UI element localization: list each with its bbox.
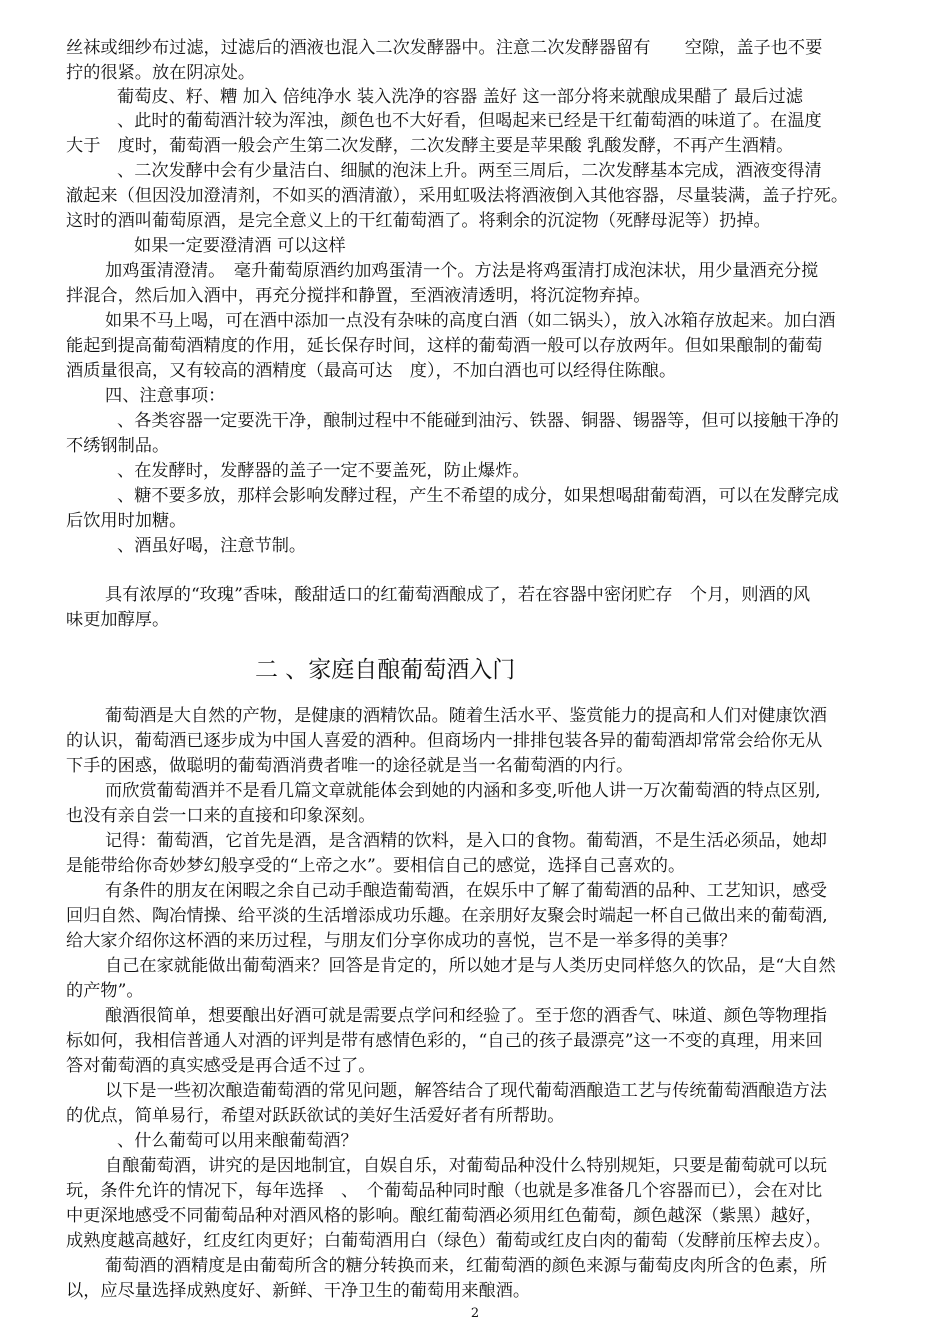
text-line: 以，应尽量选择成熟度好、新鲜、干净卫生的葡萄用来酿酒。 <box>66 1281 531 1301</box>
page-number: 2 <box>470 1306 480 1321</box>
text-line: 自己在家就能做出葡萄酒来？回答是肯定的，所以她才是与人类历史同样悠久的饮品，是“大自然 <box>105 956 836 976</box>
text-line: 、二次发酵中会有少量洁白、细腻的泡沫上升。两至三周后，二次发酵基本完成，酒液变得清 <box>117 161 822 181</box>
text-line: 而欣赏葡萄酒并不是看几篇文章就能体会到她的内涵和多变,听他人讲一万次葡萄酒的特点区别, <box>105 781 821 801</box>
text-line: 回归自然、陶冶情操、给平淡的生活增添成功乐趣。在亲朋好友聚会时端起一杯自己做出来的葡萄酒, <box>66 906 828 926</box>
text-line: 是能带给你奇妙梦幻般享受的“上帝之水”。要相信自己的感觉，选择自己喜欢的。 <box>66 856 686 876</box>
text-line: 加鸡蛋清澄清。 毫升葡萄原酒约加鸡蛋清一个。方法是将鸡蛋清打成泡沫状，用少量酒充分搅 <box>105 261 819 281</box>
text-line: 具有浓厚的“玫瑰”香味，酸甜适口的红葡萄酒酿成了，若在容器中密闭贮存 个月，则酒的风 <box>105 585 811 605</box>
text-line: 的认识，葡萄酒已逐步成为中国人喜爱的酒种。但商场内一排排包装各异的葡萄酒却常常会给你无从 <box>66 731 823 751</box>
text-line: 大于 度时，葡萄酒一般会产生第二次发酵，二次发酵主要是苹果酸 乳酸发酵，不再产生酒精。 <box>66 136 794 156</box>
text-line: 拧的很紧。放在阴凉处。 <box>66 63 256 83</box>
text-line: 记得：葡萄酒，它首先是酒，是含酒精的饮料，是入口的食物。葡萄酒，不是生活必须品，她却 <box>105 831 827 851</box>
text-line: 、此时的葡萄酒汁较为浑浊，颜色也不大好看，但喝起来已经是干红葡萄酒的味道了。在温度 <box>117 111 822 131</box>
text-line: 有条件的朋友在闲暇之余自己动手酿造葡萄酒，在娱乐中了解了葡萄酒的品种、工艺知识，感受 <box>105 881 827 901</box>
text-line: 也没有亲自尝一口来的直接和印象深刻。 <box>66 806 376 826</box>
text-line: 葡萄酒是大自然的产物，是健康的酒精饮品。随着生活水平、鉴赏能力的提高和人们对健康饮酒 <box>105 706 827 726</box>
text-line: 葡萄皮、籽、糟 加入 倍纯净水 装入洗净的容器 盖好 这一部分将来就酿成果醋了 最后过滤 <box>117 87 803 107</box>
section-heading: 二 、家庭自酿葡萄酒入门 <box>255 657 516 683</box>
text-line: 、在发酵时，发酵器的盖子一定不要盖死，防止爆炸。 <box>117 461 530 481</box>
text-line: 不绣钢制品。 <box>66 436 170 456</box>
text-line: 味更加醇厚。 <box>66 610 170 630</box>
text-line: 如果不马上喝，可在酒中添加一点没有杂味的高度白酒（如二锅头），放入冰箱存放起来。加白酒 <box>105 311 836 331</box>
text-line: 以下是一些初次酿造葡萄酒的常见问题，解答结合了现代葡萄酒酿造工艺与传统葡萄酒酿造方法 <box>105 1081 827 1101</box>
text-line: 、糖不要多放，那样会影响发酵过程，产生不希望的成分，如果想喝甜葡萄酒，可以在发酵完成 <box>117 486 839 506</box>
text-line: 四、注意事项： <box>105 386 226 406</box>
text-line: 能起到提高葡萄酒精度的作用，延长保存时间，这样的葡萄酒一般可以存放两年。但如果酿制的葡萄 <box>66 336 823 356</box>
text-line: 给大家介绍你这杯酒的来历过程，与朋友们分享你成功的喜悦，岂不是一举多得的美事？ <box>66 931 737 951</box>
text-line: 答对葡萄酒的真实感受是再合适不过了。 <box>66 1056 376 1076</box>
text-line: 自酿葡萄酒，讲究的是因地制宜，自娱自乐，对葡萄品种没什么特别规矩，只要是葡萄就可以玩 <box>105 1156 827 1176</box>
text-line: 的产物”。 <box>66 981 144 1001</box>
text-line: 标如何，我相信普通人对酒的评判是带有感情色彩的，“自己的孩子最漂亮”这一不变的真理，用来回 <box>66 1031 823 1051</box>
text-line: 、酒虽好喝，注意节制。 <box>117 536 307 556</box>
text-line: 中更深地感受不同葡萄品种对酒风格的影响。酿红葡萄酒必须用红色葡萄，颜色越深（紫黑）越好， <box>66 1206 823 1226</box>
text-line: 后饮用时加糖。 <box>66 511 187 531</box>
text-line: 成熟度越高越好，红皮红肉更好；白葡萄酒用白（绿色）葡萄或红皮白肉的葡萄（发酵前压榨去皮）。 <box>66 1231 831 1251</box>
text-line: 、各类容器一定要洗干净，酿制过程中不能碰到油污、铁器、铜器、锡器等，但可以接触干净的 <box>117 411 839 431</box>
text-line: 酒质量很高，又有较高的酒精度（最高可达 度），不加白酒也可以经得住陈酿。 <box>66 361 677 381</box>
text-line: 丝袜或细纱布过滤，过滤后的酒液也混入二次发酵器中。注意二次发酵器留有 空隙，盖子也不要 <box>66 38 823 58</box>
text-line: 的优点，简单易行，希望对跃跃欲试的美好生活爱好者有所帮助。 <box>66 1106 565 1126</box>
text-line: 澈起来（但因没加澄清剂，不如买的酒清澈），采用虹吸法将酒液倒入其他容器，尽量装满，盖子拧死。 <box>66 186 849 206</box>
text-line: 下手的困惑，做聪明的葡萄酒消费者唯一的途径就是当一名葡萄酒的内行。 <box>66 756 634 776</box>
text-line: 如果一定要澄清酒 可以这样 <box>134 236 346 256</box>
text-line: 拌混合，然后加入酒中，再充分搅拌和静置，至酒液清透明，将沉淀物弃掉。 <box>66 286 651 306</box>
text-line: 这时的酒叫葡萄原酒，是完全意义上的干红葡萄酒了。将剩余的沉淀物（死酵母泥等）扔掉。 <box>66 211 771 231</box>
text-line: 玩，条件允许的情况下，每年选择 、 个葡萄品种同时酿（也就是多准备几个容器而已），会在对比 <box>66 1181 823 1201</box>
text-line: 葡萄酒的酒精度是由葡萄所含的糖分转换而来，红葡萄酒的颜色来源与葡萄皮肉所含的色素，所 <box>105 1256 827 1276</box>
text-line: 酿酒很简单，想要酿出好酒可就是需要点学问和经验了。至于您的酒香气、味道、颜色等物理指 <box>105 1006 827 1026</box>
text-line: 、什么葡萄可以用来酿葡萄酒？ <box>117 1131 358 1151</box>
